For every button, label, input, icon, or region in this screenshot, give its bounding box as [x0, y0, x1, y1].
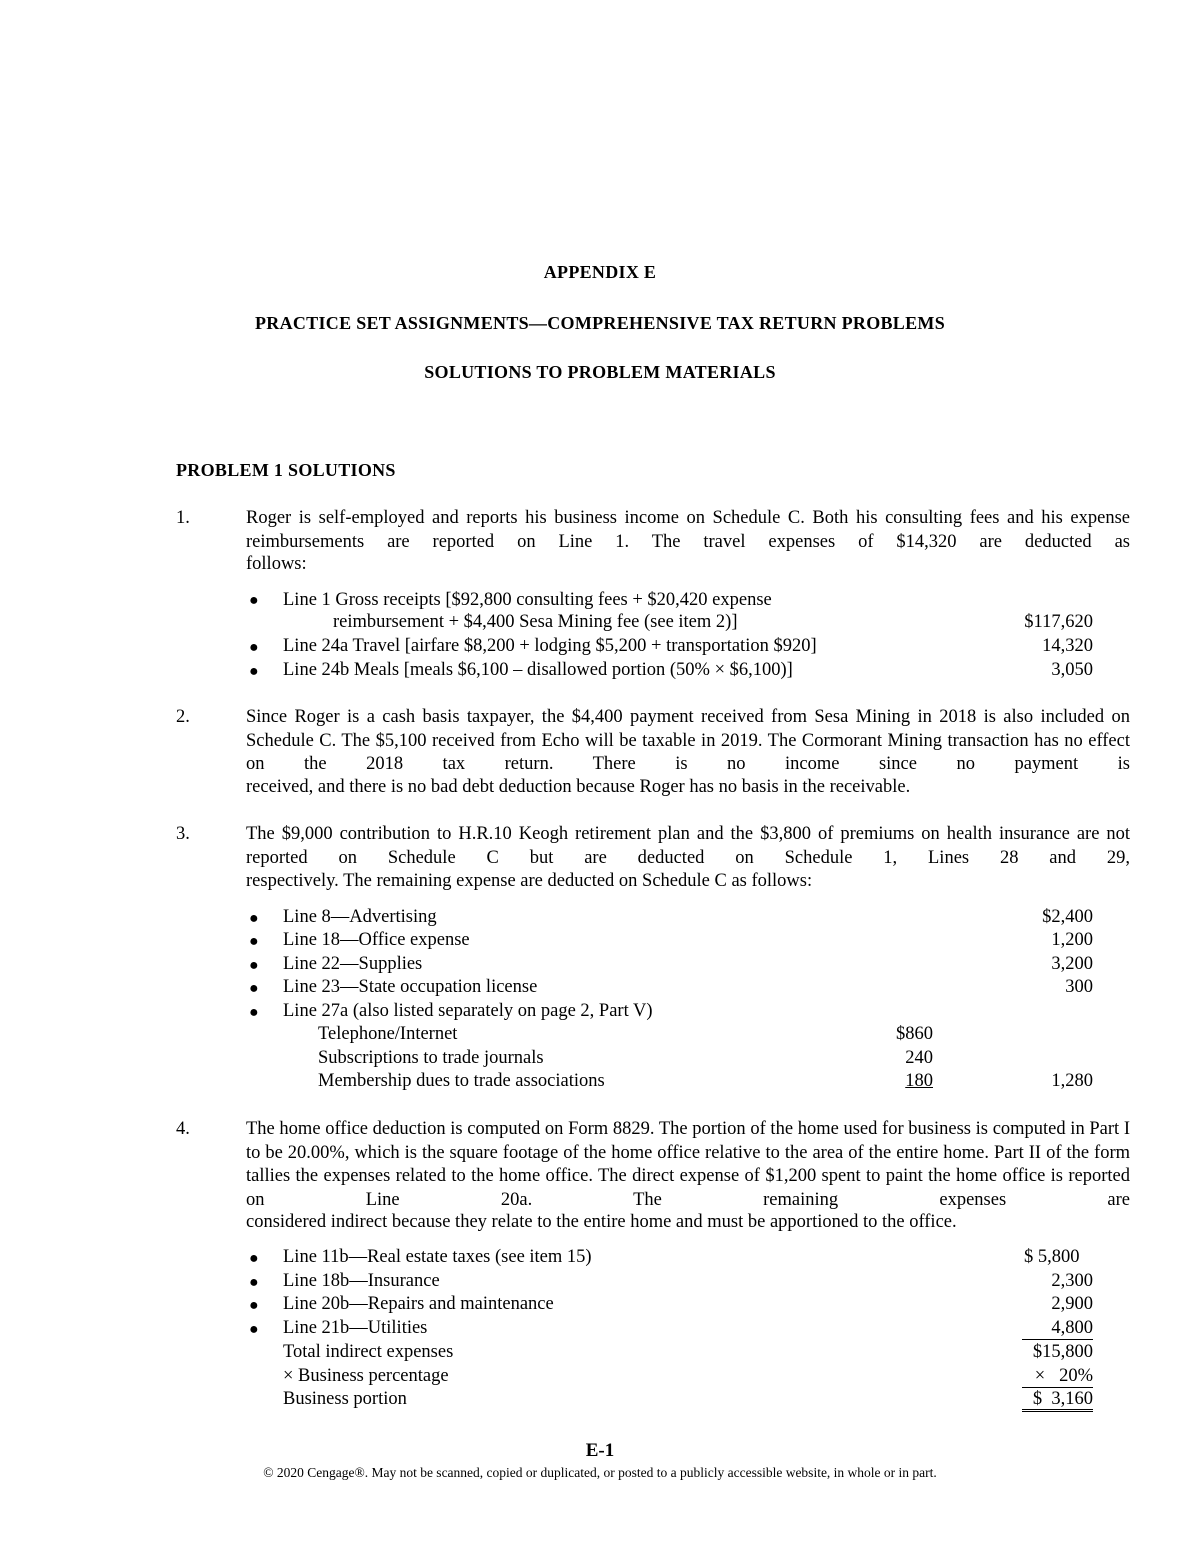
- paragraph-last-line: considered indirect because they relate to the entire home and must be apportioned to the office.: [246, 1212, 957, 1232]
- total-label: Total indirect expenses: [283, 1342, 454, 1362]
- item-2-paragraph: [246, 706, 1130, 777]
- bullet-label: Line 24a Travel [airfare $8,200 + lodging $5,200 + transportation $920]: [283, 636, 817, 656]
- bullet-amount: 2,900: [1051, 1294, 1093, 1314]
- bullet-icon: ●: [249, 1250, 259, 1267]
- paragraph-line: of $1,200 spent to paint the home office is reported on Line 20a. The remaining expenses are: [246, 1166, 1131, 1210]
- page-number: E-1: [585, 1440, 615, 1461]
- total-amount: × 20%: [1022, 1366, 1093, 1388]
- appendix-heading: APPENDIX E: [543, 262, 657, 282]
- bullet-icon: ●: [249, 933, 259, 950]
- bullet-amount: $117,620: [1024, 612, 1093, 632]
- paragraph-last-line: follows:: [246, 554, 307, 574]
- bullet-icon: ●: [249, 980, 259, 997]
- section-heading: PROBLEM 1 SOLUTIONS: [176, 460, 396, 480]
- item-number: 3.: [176, 824, 190, 844]
- paragraph-last-line: received, and there is no bad debt deduction because Roger has no basis in the receivable.: [246, 777, 911, 797]
- bullet-amount: 3,050: [1051, 660, 1093, 680]
- bullet-icon: ●: [249, 1274, 259, 1291]
- bullet-icon: ●: [249, 1004, 259, 1021]
- bullet-icon: ●: [249, 663, 259, 680]
- paragraph-line: The home office deduction is computed on Form 8829. The portion of the home used for business is: [246, 1119, 989, 1139]
- bullet-label: Line 11b—Real estate taxes (see item 15): [283, 1247, 592, 1267]
- item-3-paragraph: [246, 823, 1130, 870]
- bullet-label: Line 21b—Utilities: [283, 1318, 428, 1338]
- bullet-amount: 300: [1065, 977, 1093, 997]
- bullet-icon: ●: [249, 957, 259, 974]
- paragraph-line: Since Roger is a cash basis taxpayer, the $4,400 payment received from Sesa Mining in 2018 is also: [246, 707, 1034, 727]
- bullet-label: Line 23—State occupation license: [283, 977, 538, 997]
- item-4-paragraph: [246, 1118, 1130, 1212]
- sub-total-amount: 1,280: [1051, 1071, 1093, 1091]
- paragraph-line: the entire home. Part II of the form tallies the expenses related to the home office. The direct expense: [246, 1142, 1131, 1186]
- total-amount: $ 3,160: [1022, 1389, 1093, 1412]
- bullet-amount: 2,300: [1051, 1271, 1093, 1291]
- item-1-paragraph: [246, 507, 1130, 554]
- bullet-label: Line 24b Meals [meals $6,100 – disallowed portion (50% × $6,100)]: [283, 660, 793, 680]
- bullet-label-continued: reimbursement + $4,400 Sesa Mining fee (see item 2)]: [333, 612, 738, 632]
- bullet-label: Line 20b—Repairs and maintenance: [283, 1294, 554, 1314]
- total-amount: $15,800: [1032, 1342, 1093, 1362]
- bullet-icon: ●: [249, 1321, 259, 1338]
- paragraph-line: included on Schedule C. The $5,100 received from Echo will be taxable in 2019. The Cormorant: [246, 707, 1130, 751]
- bullet-amount: 4,800: [1022, 1318, 1093, 1340]
- paragraph-line: computed in Part I to be 20.00%, which is the square footage of the home office relative to the area of: [246, 1119, 1130, 1163]
- sub-item-label: Telephone/Internet: [318, 1024, 458, 1044]
- paragraph-line: The $9,000 contribution to H.R.10 Keogh retirement plan and the $3,800 of premiums on health: [246, 824, 992, 844]
- paragraph-line: Mining transaction has no effect on the 2018 tax return. There is no income since no payment is: [246, 730, 1130, 774]
- bullet-label: Line 8—Advertising: [283, 907, 437, 927]
- bullet-icon: ●: [249, 639, 259, 656]
- bullet-label: Line 18—Office expense: [283, 930, 470, 950]
- document-subtitle: SOLUTIONS TO PROBLEM MATERIALS: [424, 362, 776, 382]
- item-number: 2.: [176, 707, 190, 727]
- paragraph-line: Roger is self-employed and reports his business income on Schedule C. Both his consulting fees and: [246, 508, 1034, 528]
- total-label: Business portion: [283, 1389, 407, 1409]
- paragraph-last-line: respectively. The remaining expense are deducted on Schedule C as follows:: [246, 871, 813, 891]
- sub-item-amount: 240: [905, 1048, 933, 1068]
- bullet-label: Line 1 Gross receipts [$92,800 consulting fees + $20,420 expense: [283, 590, 772, 610]
- paragraph-line: his expense reimbursements are reported on Line 1. The travel expenses of $14,320 are deducted as: [246, 508, 1130, 552]
- sub-item-amount: [884, 1071, 933, 1092]
- bullet-amount: 14,320: [1042, 636, 1093, 656]
- bullet-amount: 3,200: [1051, 954, 1093, 974]
- bullet-icon: ●: [249, 1297, 259, 1314]
- sub-item-amount: $860: [896, 1024, 933, 1044]
- item-number: 4.: [176, 1119, 190, 1139]
- bullet-label: Line 18b—Insurance: [283, 1271, 440, 1291]
- bullet-amount: 1,200: [1051, 930, 1093, 950]
- document-title: PRACTICE SET ASSIGNMENTS—COMPREHENSIVE TAX RETURN PROBLEMS: [254, 313, 946, 333]
- bullet-label: Line 27a (also listed separately on page 2, Part V): [283, 1001, 653, 1021]
- underlined-amount: 180: [905, 1071, 933, 1091]
- bullet-label: Line 22—Supplies: [283, 954, 423, 974]
- bullet-icon: ●: [249, 592, 259, 609]
- item-number: 1.: [176, 508, 190, 528]
- bullet-amount: $2,400: [1042, 907, 1093, 927]
- paragraph-line: insurance are not reported on Schedule C but are deducted on Schedule 1, Lines 28 and 29,: [246, 824, 1131, 868]
- bullet-amount: $ 5,800: [1024, 1247, 1080, 1267]
- sub-item-label: Membership dues to trade associations: [318, 1071, 605, 1091]
- total-label: × Business percentage: [283, 1366, 449, 1386]
- sub-item-label: Subscriptions to trade journals: [318, 1048, 544, 1068]
- bullet-icon: ●: [249, 910, 259, 927]
- copyright-notice: © 2020 Cengage®. May not be scanned, copied or duplicated, or posted to a publicly accessible website, in whole or in part.: [263, 1465, 937, 1480]
